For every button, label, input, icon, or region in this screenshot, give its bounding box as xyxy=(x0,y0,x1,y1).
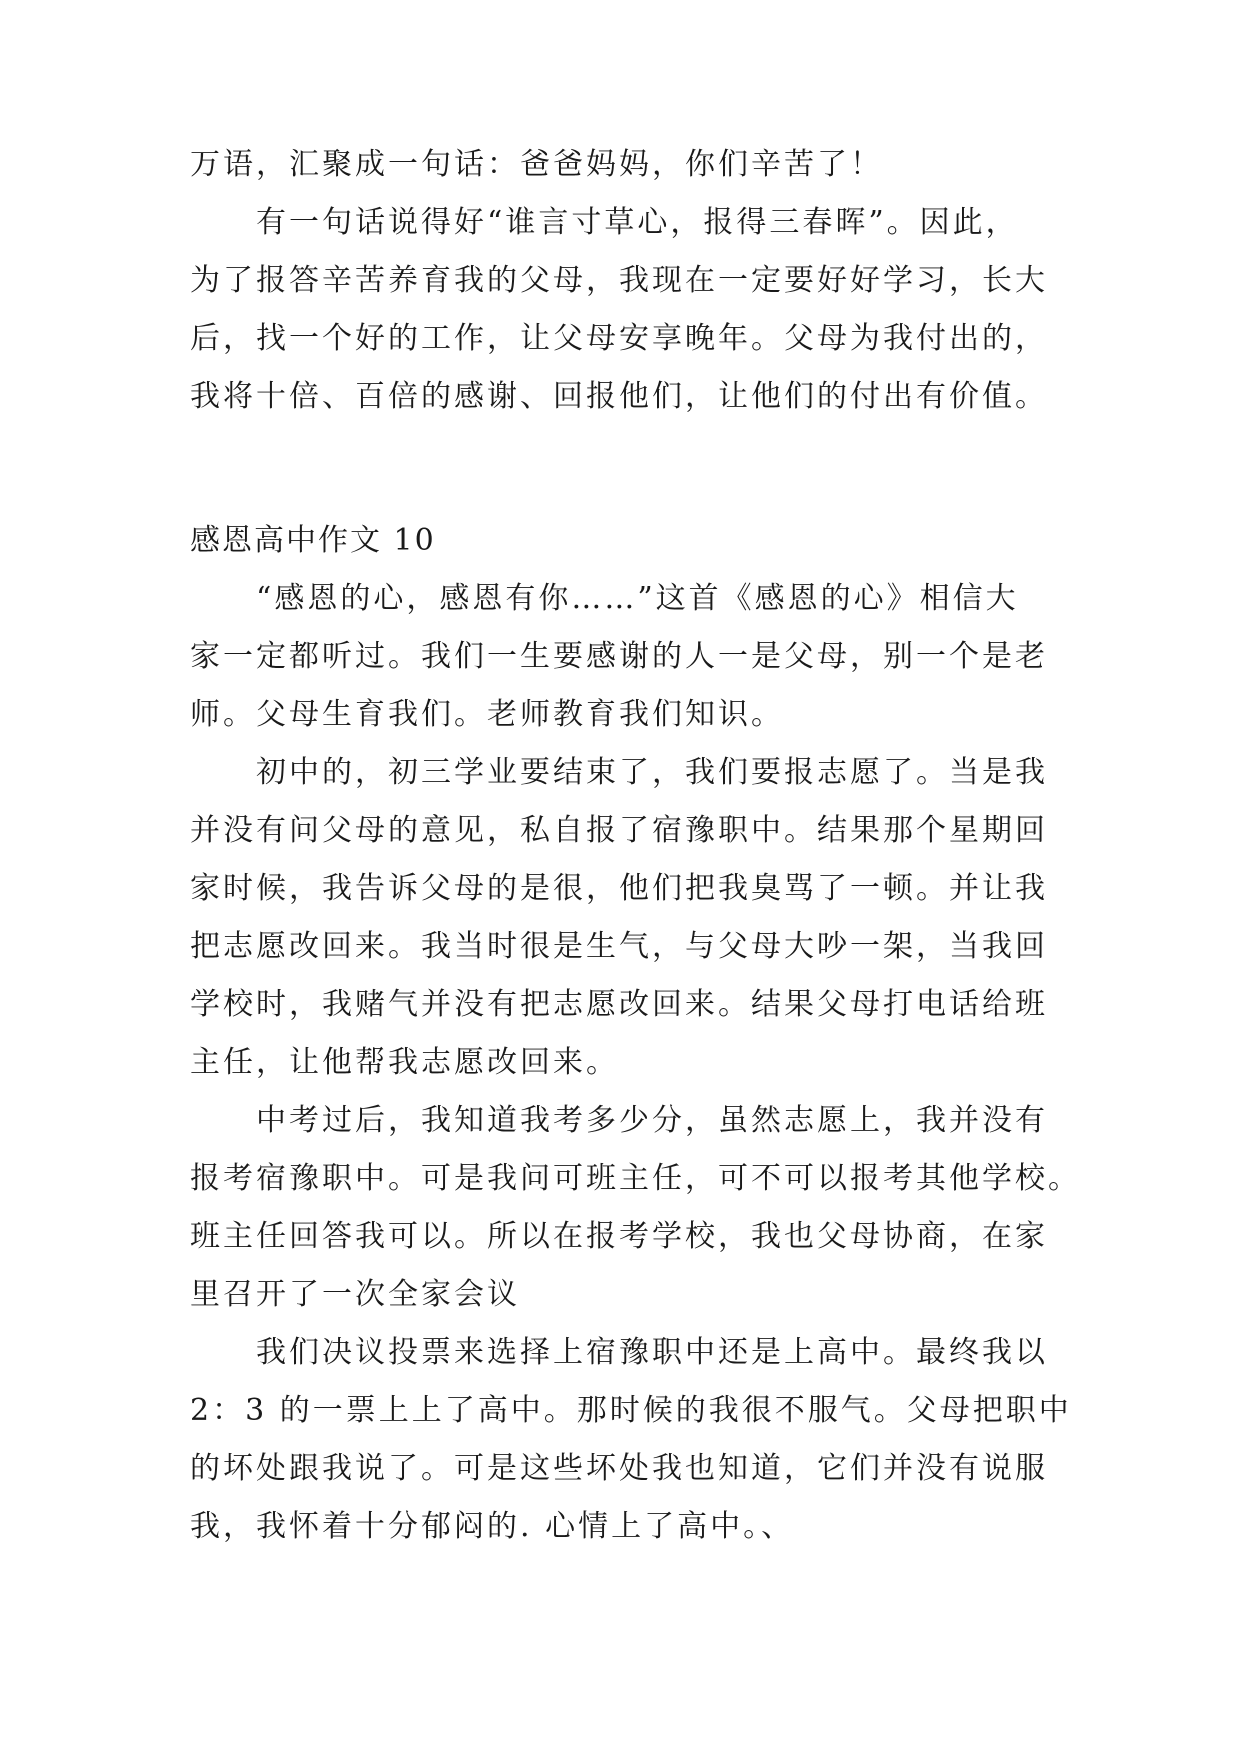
text-line: 我，我怀着十分郁闷的. 心情上了高中。、 xyxy=(190,1509,795,1544)
text-line: 中考过后，我知道我考多少分，虽然志愿上，我并没有 xyxy=(256,1103,1048,1138)
text-line: 我们决议投票来选择上宿豫职中还是上高中。最终我以 xyxy=(256,1335,1048,1370)
text-line: 为了报答辛苦养育我的父母，我现在一定要好好学习，长大 xyxy=(190,263,1048,298)
text-line: 并没有问父母的意见，私自报了宿豫职中。结果那个星期回 xyxy=(190,813,1048,848)
text-line: 2：3 的一票上上了高中。那时候的我很不服气。父母把职中 xyxy=(190,1393,1072,1428)
paragraph-2 xyxy=(190,744,1060,1092)
text-line: 师。父母生育我们。老师教育我们知识。 xyxy=(190,697,784,732)
text-line: 后，找一个好的工作，让父母安享晚年。父母为我付出的， xyxy=(190,321,1048,356)
top-text-block xyxy=(190,136,1060,426)
paragraph-continuation xyxy=(190,136,1060,194)
text-line: 里召开了一次全家会议 xyxy=(190,1277,520,1312)
text-line: 的坏处跟我说了。可是这些坏处我也知道，它们并没有说服 xyxy=(190,1451,1048,1486)
text-line: 初中的，初三学业要结束了，我们要报志愿了。当是我 xyxy=(256,755,1048,790)
paragraph-gratitude-quote xyxy=(190,194,1060,426)
text-line: 把志愿改回来。我当时很是生气，与父母大吵一架，当我回 xyxy=(190,929,1048,964)
text-line: 学校时，我赌气并没有把志愿改回来。结果父母打电话给班 xyxy=(190,987,1048,1022)
paragraph-4 xyxy=(190,1324,1072,1556)
paragraph-3 xyxy=(190,1092,1081,1324)
text-line: 家时候，我告诉父母的是很，他们把我臭骂了一顿。并让我 xyxy=(190,871,1048,906)
text-line: 班主任回答我可以。所以在报考学校，我也父母协商，在家 xyxy=(190,1219,1048,1254)
text-line: 家一定都听过。我们一生要感谢的人一是父母，别一个是老 xyxy=(190,639,1048,674)
main-text-block xyxy=(190,570,1081,1556)
text-line: 万语，汇聚成一句话：爸爸妈妈，你们辛苦了！ xyxy=(190,147,883,182)
text-line: 我将十倍、百倍的感谢、回报他们，让他们的付出有价值。 xyxy=(190,379,1048,414)
text-line: “感恩的心，感恩有你……”这首《感恩的心》相信大 xyxy=(256,581,1019,616)
paragraph-1 xyxy=(190,570,1060,744)
text-line: 主任，让他帮我志愿改回来。 xyxy=(190,1045,619,1080)
text-line: 有一句话说得好“谁言寸草心，报得三春晖”。因此， xyxy=(256,205,1019,240)
section-title: 感恩高中作文 10 xyxy=(190,523,436,558)
text-line: 报考宿豫职中。可是我问可班主任，可不可以报考其他学校。 xyxy=(190,1161,1081,1196)
